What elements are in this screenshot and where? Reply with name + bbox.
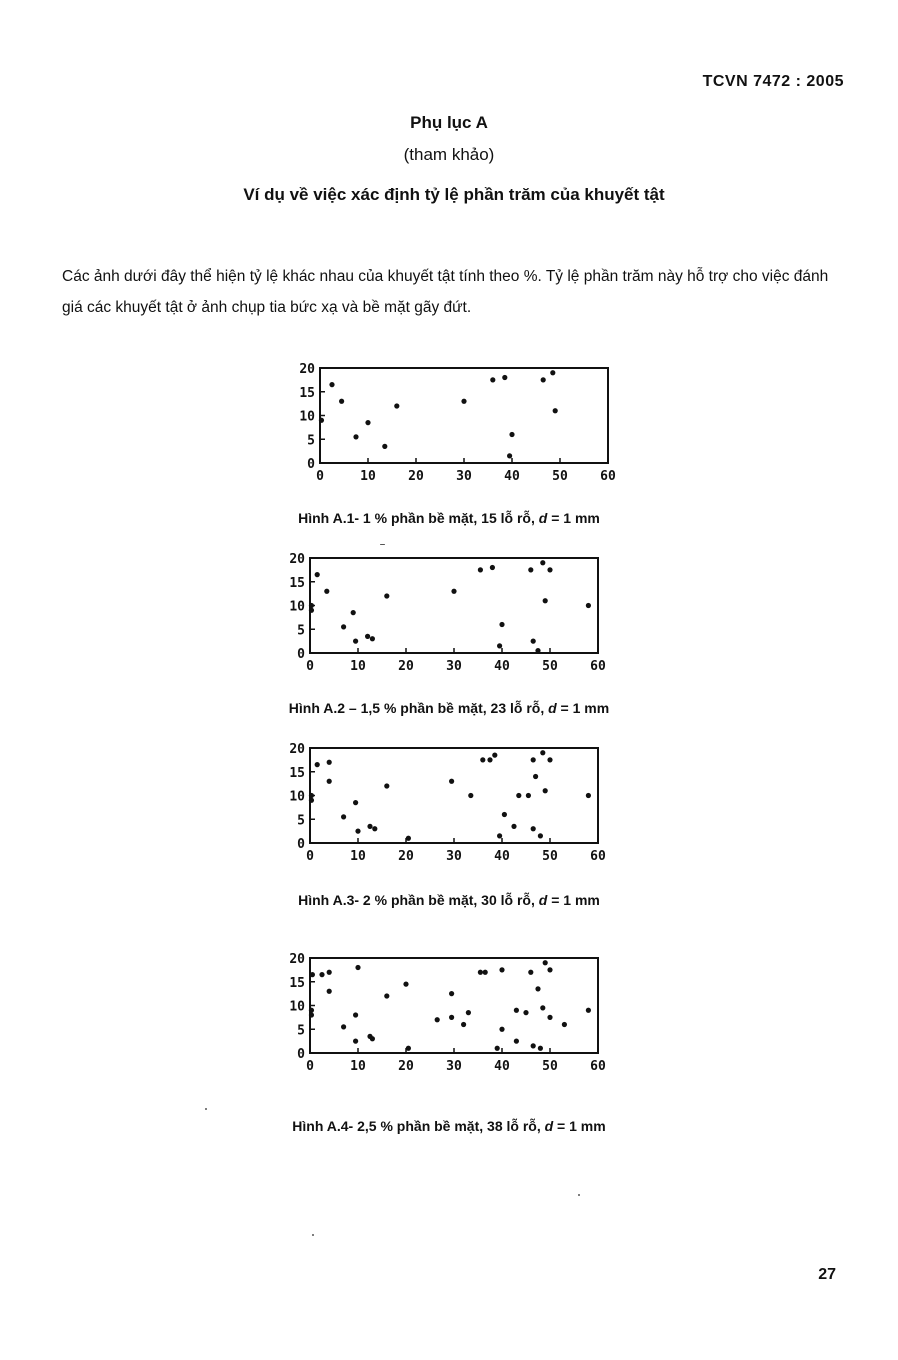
caption-value: = 1 mm (547, 892, 600, 908)
y-tick-label: 0 (297, 1047, 305, 1062)
y-tick-label: 0 (307, 457, 315, 472)
data-point (319, 418, 324, 423)
caption-value: = 1 mm (556, 700, 610, 716)
x-tick-label: 20 (398, 659, 414, 674)
data-point (550, 370, 555, 375)
data-point (497, 643, 502, 648)
data-point (543, 960, 548, 965)
data-point (367, 824, 372, 829)
data-point (538, 833, 543, 838)
data-point (495, 1046, 500, 1051)
data-point (327, 970, 332, 975)
x-tick-label: 40 (494, 849, 510, 864)
data-point (499, 967, 504, 972)
data-point (490, 565, 495, 570)
data-point (372, 826, 377, 831)
x-tick-label: 50 (542, 849, 558, 864)
data-point (394, 403, 399, 408)
data-point (370, 636, 375, 641)
standard-code: TCVN 7472 : 2005 (702, 73, 844, 90)
figure-a3-chart (280, 740, 620, 870)
data-point (490, 377, 495, 382)
data-point (483, 970, 488, 975)
data-point (353, 800, 358, 805)
y-tick-label: 20 (289, 952, 305, 967)
data-point (511, 824, 516, 829)
page-number: 27 (818, 1266, 836, 1283)
data-point (449, 779, 454, 784)
data-point (538, 1046, 543, 1051)
figure-a4-caption (0, 1118, 898, 1134)
caption-variable: d (538, 510, 548, 526)
data-point (370, 1036, 375, 1041)
data-point (319, 972, 324, 977)
data-point (586, 1008, 591, 1013)
data-point (478, 970, 483, 975)
x-tick-label: 40 (494, 1059, 510, 1074)
x-tick-label: 60 (590, 659, 606, 674)
data-point (543, 598, 548, 603)
data-point (315, 762, 320, 767)
data-point (497, 833, 502, 838)
data-point (309, 1012, 314, 1017)
y-tick-label: 5 (297, 813, 305, 829)
data-point (384, 593, 389, 598)
x-tick-label: 50 (542, 1059, 558, 1074)
data-point (553, 408, 558, 413)
data-point (540, 560, 545, 565)
data-point (516, 793, 521, 798)
y-tick-label: 10 (299, 409, 315, 425)
figure-a3-caption (0, 892, 898, 908)
caption-variable: d (544, 1118, 554, 1134)
x-tick-label: 40 (494, 659, 510, 674)
data-point (365, 420, 370, 425)
x-tick-label: 10 (350, 1059, 366, 1074)
caption-text: Hình A.4- 2,5 % phần bề mặt, 38 lỗ rỗ, (292, 1118, 545, 1134)
data-point (341, 814, 346, 819)
x-tick-label: 0 (306, 1059, 314, 1074)
data-point (502, 375, 507, 380)
data-point (531, 639, 536, 644)
data-point (547, 757, 552, 762)
data-point (329, 382, 334, 387)
y-tick-label: 10 (289, 599, 305, 615)
scan-speck (205, 1108, 207, 1110)
data-point (502, 812, 507, 817)
data-point (528, 970, 533, 975)
plot-frame (320, 368, 608, 463)
scan-speck (380, 544, 385, 545)
caption-value: = 1 mm (553, 1118, 606, 1134)
data-point (509, 432, 514, 437)
x-tick-label: 60 (590, 849, 606, 864)
data-point (547, 967, 552, 972)
figure-a1-caption (0, 510, 898, 526)
y-tick-label: 5 (307, 433, 315, 449)
y-tick-label: 10 (289, 789, 305, 805)
data-point (535, 986, 540, 991)
caption-variable: d (538, 892, 548, 908)
figure-a4-chart (280, 950, 620, 1090)
data-point (586, 603, 591, 608)
data-point (309, 1008, 314, 1013)
scan-speck (312, 1234, 314, 1236)
data-point (309, 798, 314, 803)
y-tick-label: 20 (289, 742, 305, 757)
data-point (365, 634, 370, 639)
data-point (341, 1024, 346, 1029)
data-point (353, 639, 358, 644)
data-point (403, 982, 408, 987)
intro-paragraph: Các ảnh dưới đây thể hiện tỷ lệ khác nhau của khuyết tật tính theo %. Tỷ lệ phần trăm này hỗ trợ cho việc đánh giá các khuyết tật ở ảnh chụp tia bức xạ và bề mặt gãy đứt. (62, 268, 829, 316)
plot-frame (310, 558, 598, 653)
y-tick-label: 5 (297, 623, 305, 639)
y-tick-label: 15 (299, 385, 315, 401)
data-point (547, 567, 552, 572)
data-point (384, 993, 389, 998)
caption-variable: d (548, 700, 557, 716)
data-point (315, 572, 320, 577)
x-tick-label: 0 (306, 659, 314, 674)
x-tick-label: 20 (408, 469, 424, 484)
x-tick-label: 60 (600, 469, 616, 484)
data-point (355, 965, 360, 970)
data-point (531, 1043, 536, 1048)
data-point (353, 434, 358, 439)
data-point (461, 1022, 466, 1027)
data-point (461, 399, 466, 404)
data-point (382, 444, 387, 449)
data-point (541, 377, 546, 382)
annex-heading: Ví dụ về việc xác định tỷ lệ phần trăm của khuyết tật (243, 185, 665, 204)
data-point (487, 757, 492, 762)
x-tick-label: 60 (590, 1059, 606, 1074)
data-point (309, 793, 314, 798)
data-point (533, 774, 538, 779)
data-point (339, 399, 344, 404)
y-tick-label: 15 (289, 765, 305, 781)
data-point (406, 836, 411, 841)
caption-value: = 1 mm (547, 510, 600, 526)
data-point (351, 610, 356, 615)
y-tick-label: 15 (289, 575, 305, 591)
data-point (499, 1027, 504, 1032)
data-point (514, 1008, 519, 1013)
data-point (528, 567, 533, 572)
data-point (547, 1015, 552, 1020)
y-tick-label: 15 (289, 975, 305, 991)
data-point (480, 757, 485, 762)
data-point (468, 793, 473, 798)
y-tick-label: 20 (289, 552, 305, 567)
data-point (406, 1046, 411, 1051)
data-point (499, 622, 504, 627)
plot-frame (310, 748, 598, 843)
y-tick-label: 5 (297, 1023, 305, 1039)
data-point (309, 603, 314, 608)
data-point (540, 1005, 545, 1010)
data-point (531, 826, 536, 831)
data-point (384, 783, 389, 788)
data-point (327, 779, 332, 784)
data-point (309, 608, 314, 613)
y-tick-label: 20 (299, 362, 315, 377)
x-tick-label: 20 (398, 849, 414, 864)
plot-frame (310, 958, 598, 1053)
x-tick-label: 0 (316, 469, 324, 484)
annex-subtitle: (tham khảo) (403, 145, 495, 164)
data-point (526, 793, 531, 798)
caption-text: Hình A.1- 1 % phần bề mặt, 15 lỗ rỗ, (298, 510, 539, 526)
data-point (478, 567, 483, 572)
x-tick-label: 40 (504, 469, 520, 484)
x-tick-label: 10 (360, 469, 376, 484)
x-tick-label: 50 (552, 469, 568, 484)
data-point (514, 1039, 519, 1044)
data-point (543, 788, 548, 793)
data-point (540, 750, 545, 755)
data-point (492, 753, 497, 758)
data-point (353, 1012, 358, 1017)
data-point (435, 1017, 440, 1022)
data-point (449, 1015, 454, 1020)
data-point (586, 793, 591, 798)
data-point (466, 1010, 471, 1015)
x-tick-label: 30 (446, 1059, 462, 1074)
data-point (341, 624, 346, 629)
data-point (324, 589, 329, 594)
data-point (507, 453, 512, 458)
y-tick-label: 10 (289, 999, 305, 1015)
data-point (523, 1010, 528, 1015)
x-tick-label: 50 (542, 659, 558, 674)
x-tick-label: 0 (306, 849, 314, 864)
x-tick-label: 30 (446, 849, 462, 864)
y-tick-label: 0 (297, 837, 305, 852)
x-tick-label: 10 (350, 849, 366, 864)
data-point (310, 972, 315, 977)
data-point (535, 648, 540, 653)
data-point (353, 1039, 358, 1044)
annex-title: Phụ lục A (410, 113, 488, 132)
x-tick-label: 30 (446, 659, 462, 674)
x-tick-label: 10 (350, 659, 366, 674)
figure-a2-caption (0, 700, 898, 716)
x-tick-label: 30 (456, 469, 472, 484)
data-point (451, 589, 456, 594)
figure-a1-chart (290, 360, 630, 490)
data-point (355, 829, 360, 834)
data-point (449, 991, 454, 996)
caption-text: Hình A.3- 2 % phần bề mặt, 30 lỗ rỗ, (298, 892, 539, 908)
figure-a2-chart (280, 550, 620, 680)
caption-text: Hình A.2 – 1,5 % phần bề mặt, 23 lỗ rỗ, (288, 700, 549, 716)
data-point (327, 989, 332, 994)
data-point (562, 1022, 567, 1027)
y-tick-label: 0 (297, 647, 305, 662)
x-tick-label: 20 (398, 1059, 414, 1074)
scan-speck (578, 1194, 580, 1196)
data-point (327, 760, 332, 765)
data-point (531, 757, 536, 762)
